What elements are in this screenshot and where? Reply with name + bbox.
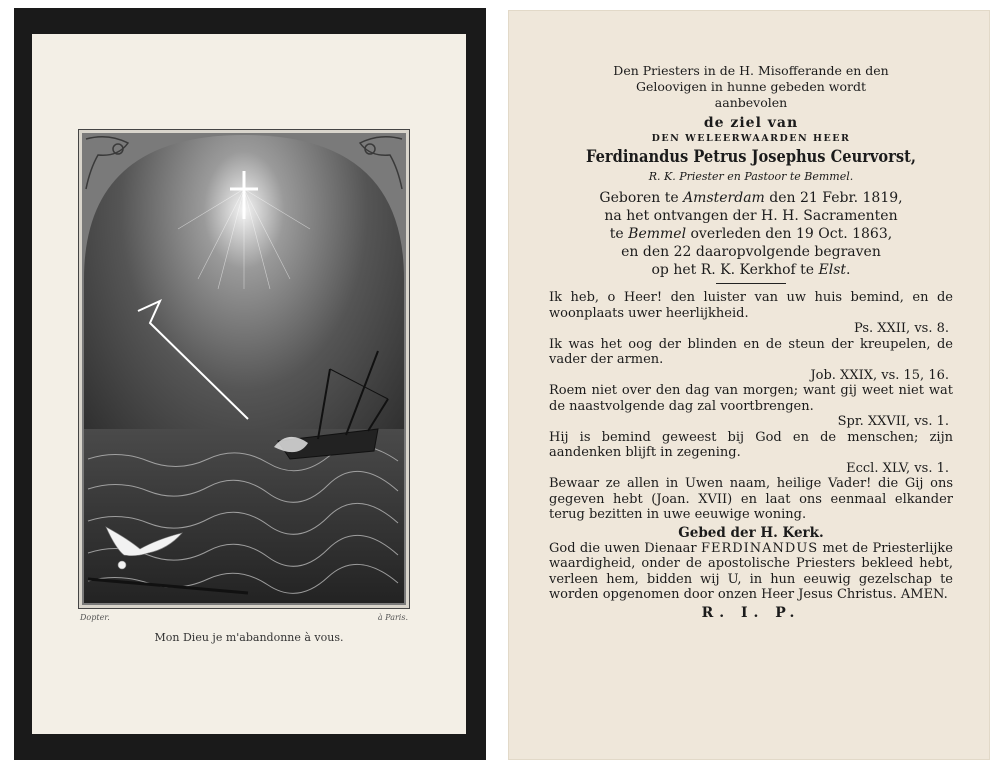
engraving-caption: Mon Dieu je m'abandonne à vous. [154, 631, 344, 644]
verse-reference: Eccl. XLV, vs. 1. [846, 460, 949, 476]
verse-text: Hij is bemind geweest bij God en de menschen; zijn aandenken blijft in zegening. [549, 429, 953, 460]
publisher-credit: à Paris. [377, 613, 408, 622]
left-card-paper [32, 34, 466, 734]
bio-text: te [609, 226, 629, 242]
prayer-name: FERDINANDUS [700, 540, 819, 556]
burial-place: Elst [818, 262, 847, 278]
right-memorial-card [508, 10, 990, 760]
intro-line: Den Priesters in de H. Misofferande en den [613, 63, 889, 78]
verse-text: Roem niet over den dag van morgen; want gij weet niet wat de naastvolgende dag zal voortbrengen. [549, 383, 953, 414]
rip-text: R. I. P. [701, 604, 801, 621]
deceased-name: Ferdinandus Petrus Josephus Ceurvorst, [586, 147, 916, 167]
verse-block [549, 383, 953, 430]
prayer-part: met de Priesterlijke waardigheid, onder de apostolische Priesters bekleed hebt, verleen hem, bidden wij U, in hun eeuwig gezelschap te worden opgenomen door onzen Heer Jesus Christus. AMEN. [549, 540, 953, 602]
bio-text: den 21 Febr. 1819, [764, 190, 903, 206]
biography [549, 189, 953, 279]
death-place: Bemmel [628, 226, 687, 242]
prayer-part: God die uwen Dienaar [549, 540, 701, 556]
intro-line: aanbevolen [714, 95, 788, 110]
birth-place: Amsterdam [683, 190, 765, 206]
ziel-heading: de ziel van [703, 115, 799, 131]
prayer-text [549, 541, 953, 603]
verse-reference: Job. XXIX, vs. 15, 16. [810, 367, 949, 383]
divider-rule [716, 283, 786, 284]
bio-text: en den 22 daaropvolgende begraven [621, 244, 881, 260]
left-memorial-card [14, 8, 486, 760]
engraver-credit: Dopter. [80, 613, 110, 622]
shipwreck-engraving [78, 129, 410, 609]
intro-text [549, 63, 953, 111]
bio-text: Geboren te [599, 190, 684, 206]
verse-reference: Spr. XXVII, vs. 1. [837, 414, 949, 429]
verse-block [549, 290, 953, 337]
prayer-title: Gebed der H. Kerk. [678, 524, 824, 541]
memorial-text [549, 63, 953, 621]
intro-line: Geloovigen in hunne gebeden wordt [636, 79, 866, 94]
deceased-title: R. K. Priester en Pastoor te Bemmel. [648, 170, 854, 183]
honorific: DEN WELEERWAARDEN HEER [651, 133, 851, 144]
bio-text: op het R. K. Kerkhof te [651, 262, 819, 278]
bio-text: overleden den 19 Oct. 1863, [686, 226, 893, 242]
bio-text: . [846, 262, 851, 278]
final-verse: Bewaar ze allen in Uwen naam, heilige Vader! die Gij ons gegeven hebt (Joan. XVII) en laat ons eenmaal elkander terug bezitten in uwe eeuwige woning. [549, 476, 953, 522]
bio-text: na het ontvangen der H. H. Sacramenten [604, 208, 898, 224]
verse-block [549, 430, 953, 477]
verse-reference: Ps. XXII, vs. 8. [853, 321, 949, 336]
verse-block [549, 337, 953, 384]
verse-text: Ik heb, o Heer! den luister van uw huis bemind, en de woonplaats uwer heerlijkheid. [549, 290, 953, 321]
verse-text: Ik was het oog der blinden en de steun der kreupelen, de vader der armen. [549, 336, 953, 367]
